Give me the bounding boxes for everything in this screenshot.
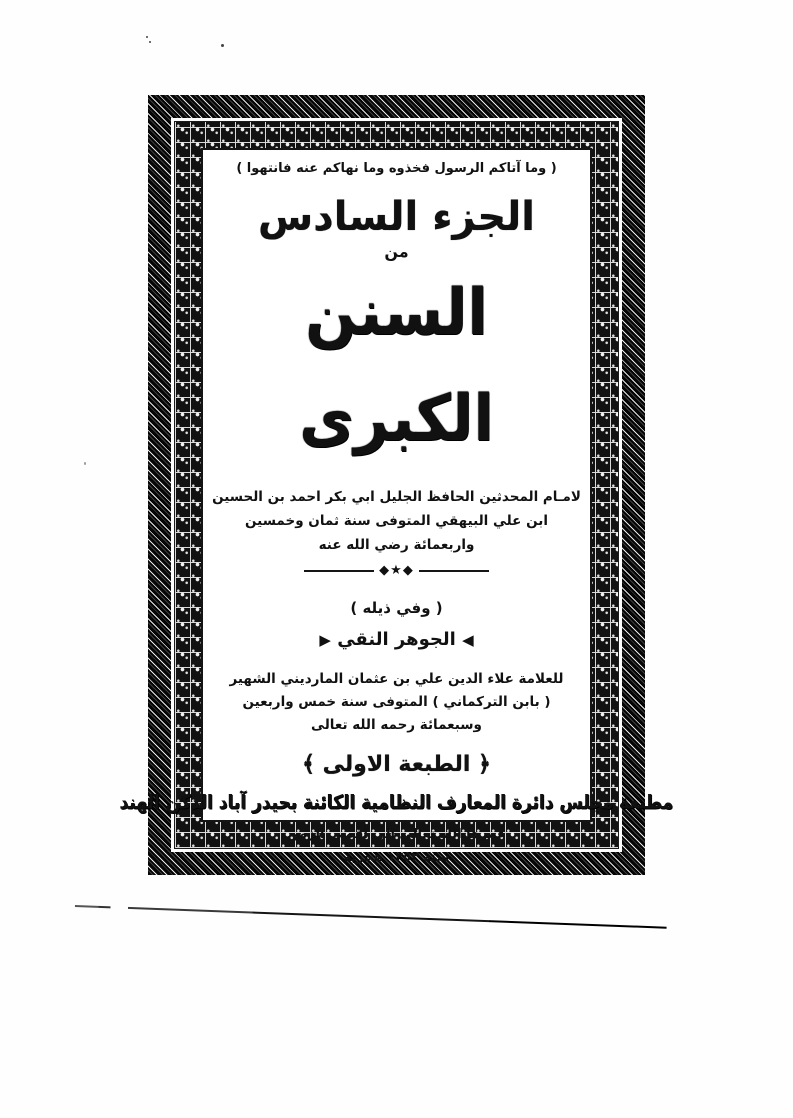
- commentator-line: للعلامة علاء الدين علي بن عثمان المارديني الشهير: [229, 671, 564, 687]
- scan-speck: [146, 36, 148, 38]
- ornamental-divider-band: [203, 185, 590, 190]
- ornamental-divider-band: [277, 658, 517, 661]
- decorative-border-frame: [119, 95, 674, 875]
- volume-heading: الجزء السادس: [258, 194, 535, 240]
- quran-verse: ( وما آتاكم الرسول فخذوه وما نهاكم عنه فانتهوا ): [236, 161, 557, 176]
- ornament-rule-divider: [304, 564, 489, 578]
- author-line: لامـام المحدثين الحافظ الجليل ابي بكر احمد بن الحسين: [212, 489, 581, 505]
- scan-speck: [84, 462, 86, 465]
- scan-page-edge-line: [75, 905, 667, 929]
- publication-year: سنة ١٣٥٢ هجرية: [343, 850, 450, 865]
- appendix-title-text: الجوهر النقي: [337, 629, 456, 650]
- author-line: ابن علي البيهقي المتوفى سنة ثمان وخمسين: [245, 513, 548, 529]
- author-line: واربعمائة رضي الله عنه: [318, 537, 475, 553]
- rule-line: [419, 570, 489, 572]
- series-connector: من: [384, 242, 409, 261]
- floral-ornament-icon: ◆★◆: [379, 563, 414, 578]
- commentator-line: وسبعمائة رحمه الله تعالى: [311, 717, 482, 733]
- commentator-attribution-block: [230, 668, 564, 737]
- arrow-ornament-icon: ◀: [462, 631, 474, 649]
- border-white-gap: [119, 118, 674, 865]
- ornamental-divider-band: [149, 737, 644, 741]
- ornamental-divider-band: [249, 474, 543, 478]
- book-title-calligraphy: السنن الكبرى: [299, 275, 494, 457]
- appendix-note: ( وفي ذيله ): [350, 599, 443, 617]
- author-attribution-block: [212, 485, 581, 557]
- arrow-ornament-icon: ▶: [319, 631, 331, 649]
- appendix-title: [319, 627, 473, 653]
- rule-line: [304, 570, 374, 572]
- decorative-border-inner-band: [119, 121, 674, 865]
- scan-speck: [149, 41, 151, 43]
- scan-speck: [221, 44, 224, 47]
- press-imprint-calligraphy: مطبعة مجلس دائرة المعارف النظامية الكائنة بحيدر آباد الدكن الهند: [119, 791, 674, 815]
- press-blessing: عمرها الله تعالى الى اقصى الزمن: [287, 827, 506, 842]
- edition-statement: ﴿ الطبعة الاولى ﴾: [302, 752, 491, 777]
- title-page-content: [119, 148, 674, 865]
- commentator-line: ( بابن التركماني ) المتوفى سنة خمس واربعين: [242, 694, 551, 710]
